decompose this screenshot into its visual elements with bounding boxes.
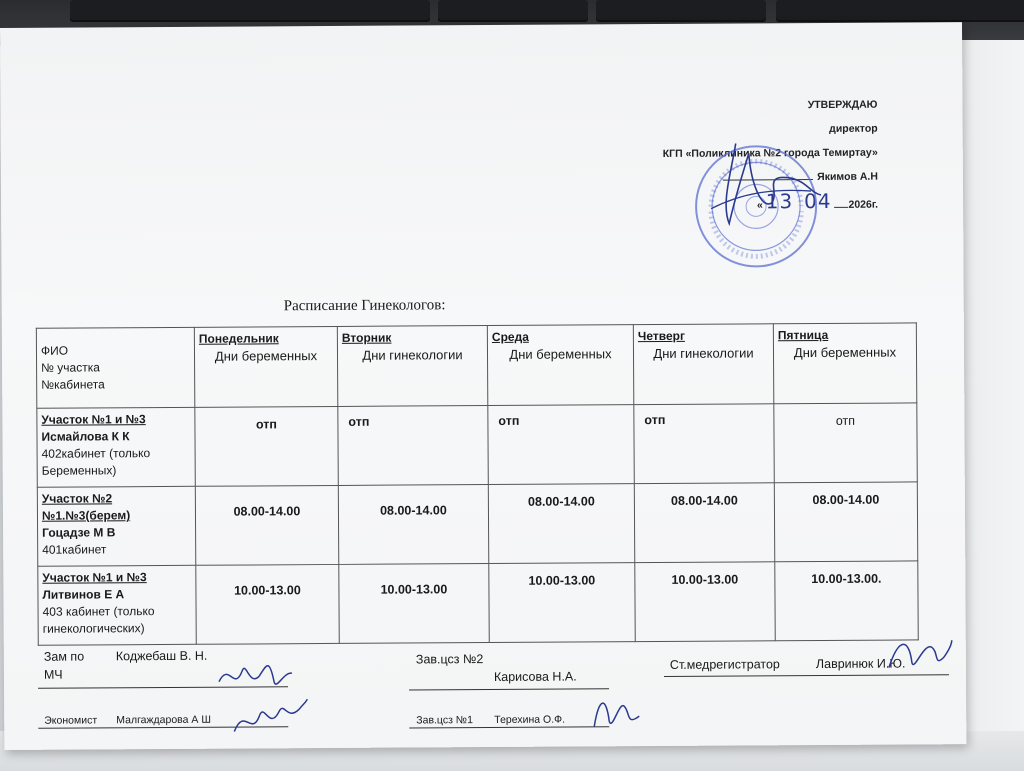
- handwritten-day: 13: [765, 189, 794, 214]
- schedule-cell: 10.00-13.00: [339, 564, 489, 644]
- keyboard-key: [776, 0, 1024, 22]
- schedule-cell: 10.00-13.00.: [775, 561, 918, 641]
- keyboard-key: [438, 0, 588, 22]
- approval-heading: УТВЕРЖДАЮ: [807, 98, 878, 112]
- header-monday: Понедельник Дни беременных: [194, 326, 337, 407]
- schedule-cell: 10.00-13.00: [635, 562, 775, 642]
- header-fio: ФИО № участка №кабинета: [36, 327, 194, 408]
- st-name: Лавринюк И.Ю.: [815, 656, 906, 672]
- econ-label: Экономист: [44, 714, 98, 727]
- st-signature: [884, 632, 954, 677]
- schedule-table: [36, 322, 919, 645]
- schedule-cell: 10.00-13.00: [196, 564, 339, 644]
- schedule-cell: 08.00-14.00: [774, 482, 917, 562]
- doctor-cell: Участок №1 и №3 Исмайлова К К 402кабинет (только Беременных): [37, 407, 195, 487]
- approval-date: « 13 04 2026г.: [756, 188, 879, 214]
- approval-director: директор: [829, 122, 878, 135]
- zav2-label: Зав.цсз №2: [415, 652, 484, 667]
- st-label: Ст.медрегистратор: [669, 657, 780, 672]
- zav1-label: Зав.цсз №1: [416, 714, 473, 727]
- zav1-name: Терехина О.Ф.: [494, 713, 566, 726]
- econ-signature: [229, 691, 309, 741]
- schedule-cell: отп: [338, 406, 488, 486]
- header-tuesday: Вторник Дни гинекологии: [337, 326, 487, 407]
- doctor-cell: Участок №2 №1.№3(берем) Гоцадзе М В 401кабинет: [37, 486, 195, 566]
- signature-line: [409, 688, 609, 690]
- zav1-signature: [584, 686, 644, 736]
- header-friday: Пятница Дни беременных: [773, 323, 916, 404]
- table-row: [37, 403, 917, 487]
- keyboard-key: [70, 0, 430, 22]
- header-thursday: Четверг Дни гинекологии: [633, 324, 773, 405]
- document-title: Расписание Гинекологов:: [283, 297, 446, 315]
- approval-org: КГП «Поликлиника №2 города Темиртау»: [662, 146, 878, 160]
- schedule-cell: 10.00-13.00: [489, 563, 635, 643]
- schedule-cell: отп: [774, 403, 917, 483]
- schedule-cell: 08.00-14.00: [488, 484, 634, 564]
- zam-label: Зам по МЧ: [43, 649, 85, 682]
- director-signature: [691, 133, 832, 244]
- keyboard-key: [596, 0, 766, 22]
- schedule-cell: отп: [634, 404, 774, 484]
- zam-name: Коджебаш В. Н.: [115, 648, 208, 664]
- schedule-cell: отп: [488, 405, 634, 485]
- schedule-cell: 08.00-14.00: [195, 485, 338, 565]
- header-wednesday: Среда Дни беременных: [487, 325, 633, 406]
- handwritten-month: 04: [804, 188, 832, 214]
- schedule-cell: отп: [195, 406, 338, 486]
- zav2-name: Карисова Н.А.: [493, 669, 577, 684]
- approval-signer: Якимов А.Н: [663, 165, 878, 190]
- zam-signature: [214, 651, 294, 696]
- schedule-document: [0, 22, 966, 750]
- econ-name: Малгаждарова А Ш: [116, 713, 211, 727]
- doctor-cell: Участок №1 и №3 Литвинов Е А 403 кабинет (только гинекологических): [38, 565, 196, 645]
- table-header-row: [36, 323, 916, 408]
- schedule-cell: 08.00-14.00: [338, 485, 488, 565]
- schedule-cell: 08.00-14.00: [634, 483, 774, 563]
- table-row: [37, 482, 917, 566]
- table-row: [38, 561, 918, 645]
